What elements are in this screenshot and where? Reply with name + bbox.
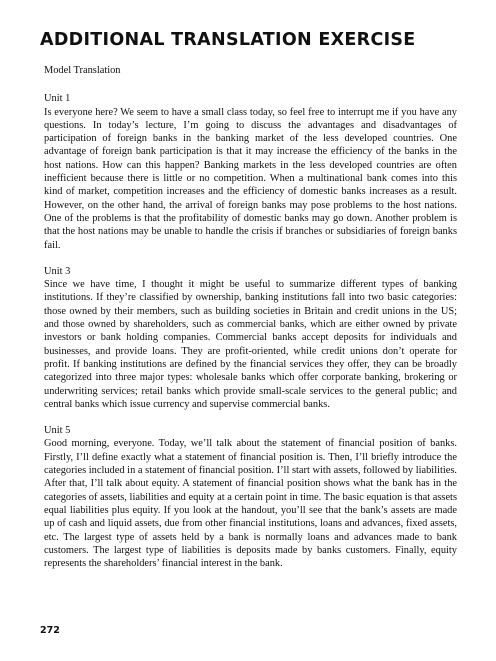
page-header-title: ADDITIONAL TRANSLATION EXERCISE	[40, 30, 416, 50]
main-content	[44, 64, 457, 583]
section-heading: Unit 1	[44, 93, 71, 105]
section-heading: Unit 5	[44, 425, 71, 437]
section-heading: Unit 3	[44, 265, 71, 277]
section-unit-5	[44, 424, 457, 570]
section-unit-3	[44, 265, 457, 411]
page-number: 272	[40, 625, 60, 636]
section-body: Is everyone here? We seem to have a small class today, so feel free to interrupt me if you have any questions. In today’s lecture, I’m going to discuss the advantages and disadvantages of participation of foreign banks in the banking market of the less developed countries. One advantage of foreign bank participation is that it may increase the efficiency of the banks in the host nations. How can this happen? Banking markets in the less developed countries are often inefficient because there is little or no competition. When a multinational bank comes into this kind of market, competition increases and the efficiency of domestic banks increases as a result. However, on the other hand, the arrival of foreign banks may pose problems to the host nations. One of the problems is that the profitability of domestic banks may go down. Another problem is that the host nations may be unable to handle the crisis if branches or subsidiaries of foreign banks fail.	[44, 106, 457, 251]
section-body: Since we have time, I thought it might be useful to summarize different types of banking institutions. If they’re classified by ownership, banking institutions fall into two basic categories: those owned by their members, such as building societies in Britain and credit unions in the US; and those owned by shareholders, such as commercial banks, which are either owned by private investors or bank holding companies. Commercial banks accept deposits for individuals and businesses, and provide loans. They are profit-oriented, while credit unions don’t operate for profit. If banking institutions are defined by the financial services they offer, they can be broadly categorized into three major types: wholesale banks which offer corporate banking, brokering or underwriting services; retail banks which provide small-scale services to the general public; and central banks which issue currency and supervise commercial banks.	[44, 279, 457, 410]
section-unit-1	[44, 92, 457, 252]
section-body: Good morning, everyone. Today, we’ll talk about the statement of financial position of banks. Firstly, I’ll define exactly what a statement of financial position is. Then, I’ll briefly introduce the categories included in a statement of financial position. I’ll start with assets, followed by liabilities. After that, I’ll talk about equity. A statement of financial position shows what the bank has in the categories of assets, liabilities and equity at a certain point in time. The basic equation is that assets equal liabilities plus equity. If you look at the handout, you’ll see that the bank’s assets are made up of cash and liquid assets, due from other financial institutions, loans and advances, fixed assets, etc. The largest type of assets held by a bank is normally loans and advances made to bank customers. The largest type of liabilities is deposits made by banks customers. Finally, equity represents the shareholders’ financial interest in the bank.	[44, 438, 457, 570]
model-translation-title: Model Translation	[44, 65, 121, 76]
